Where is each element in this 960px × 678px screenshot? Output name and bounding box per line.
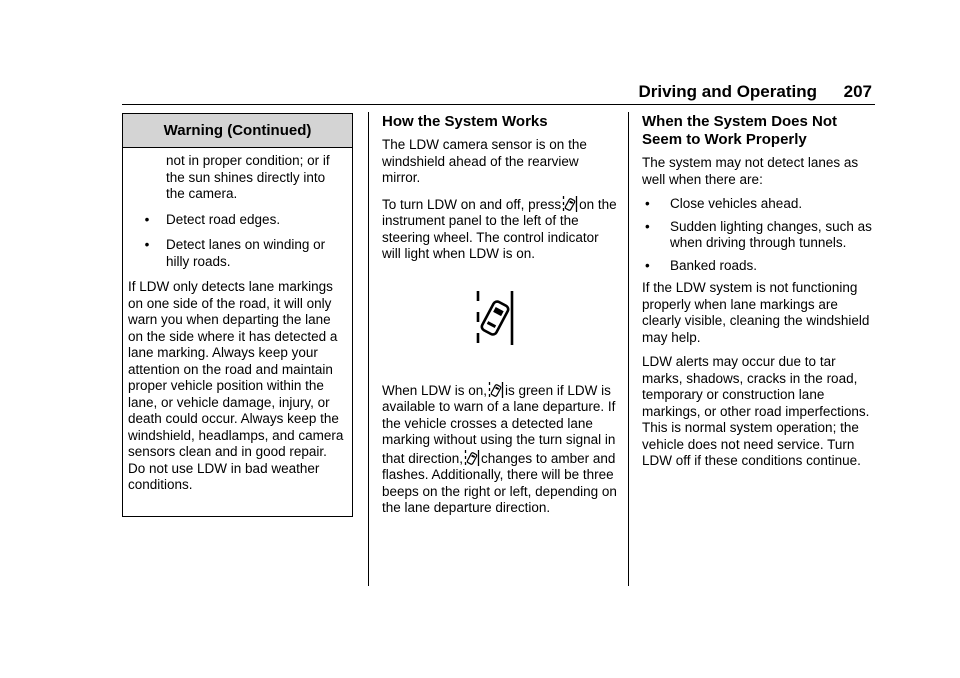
text-run: on the instrument panel to the left of the steering wheel. The control indicator will light when LDW is on.	[382, 196, 617, 261]
lane-departure-warning-icon	[488, 381, 504, 399]
text-run: changes to amber and flashes. Additionally, there will be three beeps on the right or left, depending on the lane departure direction.	[382, 450, 617, 515]
bullet-marker: •	[645, 257, 650, 273]
lane-departure-warning-icon	[562, 195, 578, 213]
ldw-indicator-figure	[382, 271, 618, 381]
paragraph: LDW alerts may occur due to tar marks, shadows, cracks in the road, temporary or construction lane markings, or other road imperfections. This is normal system operation; the vehicle does not need service. Turn LDW off if these conditions continue.	[642, 354, 870, 468]
troubleshooting-section	[642, 113, 878, 478]
lane-departure-warning-icon	[474, 289, 520, 347]
list-item-text: Close vehicles ahead.	[670, 196, 803, 211]
page-number: 207	[843, 82, 872, 101]
list-item	[128, 212, 347, 229]
list-item	[642, 196, 878, 213]
how-system-works-section	[382, 113, 618, 525]
paragraph: The LDW camera sensor is on the windshield ahead of the rearview mirror.	[382, 137, 587, 185]
list-item-text: Sudden lighting changes, such as when driving through tunnels.	[670, 218, 872, 250]
text-run: To turn LDW on and off, press	[382, 196, 562, 212]
warning-paragraph: If LDW only detects lane markings on one side of the road, it will only warn you when departing the lane on the side where it has detected a lane marking. Always keep your attention on the road and maintain proper vehicle position within the lane, or vehicle damage, injury, or death could occur. Always keep the windshield, headlamps, and camera sensors clean and in good repair. Do not use LDW in bad weather conditions.	[128, 279, 344, 492]
list-item-text: Banked roads.	[670, 257, 758, 273]
list-item	[128, 237, 347, 270]
bullet-marker: •	[645, 218, 650, 234]
paragraph: If the LDW system is not functioning properly when lane markings are clearly visible, cleaning the windshield may help.	[642, 280, 870, 345]
warning-title: Warning (Continued)	[123, 114, 352, 148]
paragraph	[382, 195, 618, 263]
bullet-marker: •	[144, 211, 150, 227]
column-divider	[368, 112, 369, 586]
list-item	[642, 258, 878, 275]
section-title: Driving and Operating	[638, 82, 817, 101]
text-run: When LDW is on,	[382, 382, 488, 398]
bullet-marker: •	[645, 196, 650, 211]
warning-continued-text: not in proper condition; or if the sun shines directly into the camera.	[166, 153, 330, 201]
page-header	[122, 82, 875, 105]
text-run: is green if LDW is available to warn of a lane departure. If the vehicle crosses a detected lane marking without using the turn signal in that direction,	[382, 382, 616, 466]
warning-box	[122, 113, 353, 517]
bullet-marker: •	[144, 237, 150, 252]
lane-departure-warning-icon	[464, 449, 480, 467]
column-divider	[628, 112, 629, 586]
list-item-text: Detect lanes on winding or hilly roads.	[166, 237, 326, 269]
paragraph	[382, 381, 618, 517]
paragraph: The system may not detect lanes as well when there are:	[642, 155, 859, 187]
section-heading: When the System Does Not Seem to Work Properly	[642, 113, 838, 148]
section-heading: How the System Works	[382, 113, 548, 130]
list-item-text: Detect road edges.	[166, 211, 281, 227]
list-item	[642, 219, 878, 252]
